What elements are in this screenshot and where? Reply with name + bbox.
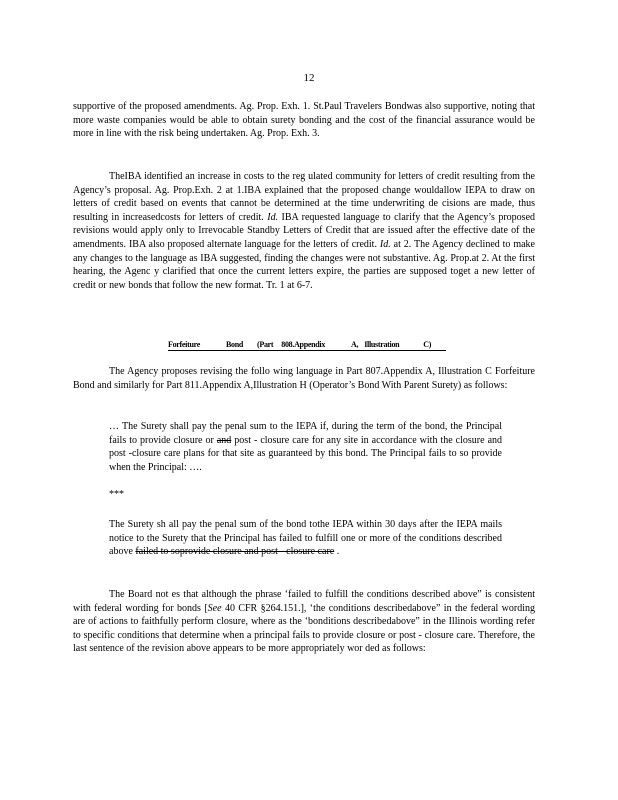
- quote-text: post - closure care for any site in accordance with the closure and post -closure care plans for that site as guaranteed by this bond. The Principal fails to so provide when the Principal: ….: [109, 434, 503, 473]
- paragraph-text: The Board not es that although the phrase ‘failed to fulfill the conditions described above” is consistent with federal wording for bonds [: [73, 589, 535, 614]
- asterisk-separator: ***: [109, 489, 124, 500]
- citation-see: See: [207, 602, 222, 614]
- heading-word: Illustration: [364, 340, 400, 349]
- paragraph-iba-costs: [73, 170, 535, 292]
- struck-text: and: [216, 434, 232, 446]
- paragraph-text: 40 CFR §264.151.], ‘the conditions describedabove” in the federal wording are of actions to faithfully perform closure, where as the ‘bonditions describedabove” in the Illinois wording refer to specific conditions that determine when a principal fails to provide closure or post - closure care. Therefore, the last sentence of the revision above appears to be more appropriately wor ded as follows:: [73, 602, 536, 655]
- paragraph-text: at 2. The Agency declined to make any changes to the language as IBA suggested, finding the changes were not substantive. Ag. Prop.at 2. At the first hearing, the Agenc y clarified that once the current letters expire, the parties are supposed toget a new letter of credit or new bonds that follow the new format. Tr. 1 at 6-7.: [73, 238, 535, 291]
- paragraph-agency-proposes: The Agency proposes revising the follo wing language in Part 807.Appendix A, Illustration C Forfeiture Bond and similarly for Part 811.Appendix A,Illustration H (Operator’s Bond With Parent Surety) as follows:: [73, 366, 535, 391]
- citation-id: Id.: [379, 238, 391, 250]
- heading-word: Forfeiture: [168, 340, 200, 349]
- heading-word: 808.Appendix: [281, 340, 326, 349]
- quote-text: … The Surety shall pay the penal sum to the IEPA if, during the term of the bond, the Principal fails to provide closure or: [109, 421, 502, 446]
- quote-surety-penal-sum: [109, 420, 502, 474]
- citation-id: Id.: [267, 211, 279, 223]
- struck-text: failed to soprovide closure and post - closure care: [135, 546, 335, 558]
- heading-word: C): [423, 340, 432, 349]
- heading-word: Bond: [225, 340, 243, 349]
- heading-word: (Part: [257, 340, 274, 349]
- paragraph-board-notes: [73, 588, 535, 656]
- paragraph-supportive: supportive of the proposed amendments. Ag. Prop. Exh. 1. St.Paul Travelers Bondwas also supportive, noting that more waste companies would be able to obtain surety bonding and the cost of the financial assurance would be more in line with the risk being undertaken. Ag. Prop. Exh. 3.: [73, 101, 535, 140]
- quote-surety-30-days: The Surety sh all pay the penal sum of the bond tothe IEPA within 30 days after the IEPA mails notice to the Surety that the Principal has failed to fulfill one or more of the conditions described above failed to soprovide closure and post - closure care .: [109, 519, 502, 558]
- quote-text: The Surety sh all pay the penal sum of the bond tothe IEPA within 30 days after the IEPA mails notice to the Surety that the Principal has failed to fulfill one or more of the conditions described above: [109, 519, 502, 558]
- section-heading: [168, 340, 446, 351]
- page-number: 12: [303, 72, 315, 84]
- paragraph-text: IBA requested language to clarify that the Agency’s proposed revisions would apply only to Irrevocable Standby Letters of Credit that are issued after the effective date of the amendments. IBA also proposed alternate language for the letters of credit.: [73, 211, 536, 250]
- paragraph-text: TheIBA identified an increase in costs to the reg ulated community for letters of credit resulting from the Agency’s proposal. Ag. Prop.Exh. 2 at 1.IBA explained that the proposed change wouldallow IEPA to draw on letters of credit based on events that cannot be determined at the time underwriting de cisions are made, thus resulting in increasedcosts for letters of credit.: [73, 171, 535, 223]
- heading-word: A,: [351, 340, 359, 349]
